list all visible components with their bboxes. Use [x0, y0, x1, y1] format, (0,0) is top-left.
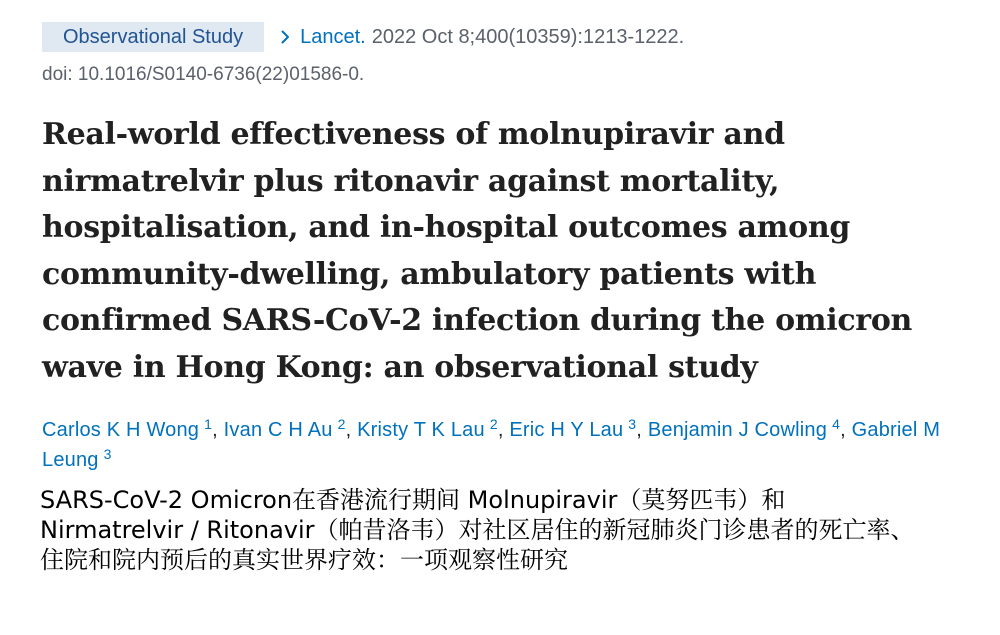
title-line: nirmatrelvir plus ritonavir against mortality, — [42, 163, 780, 199]
chevron-right-icon[interactable] — [281, 30, 290, 44]
citation-bar — [42, 22, 684, 52]
author-link[interactable]: Gabriel M Leung — [42, 419, 941, 471]
author-link[interactable]: Eric H Y Lau — [509, 419, 624, 441]
author-link[interactable]: Carlos K H Wong — [42, 419, 200, 441]
translation-line: 住院和院内预后的真实世界疗效：一项观察性研究 — [40, 546, 568, 574]
translation-line: SARS-CoV-2 Omicron在香港流行期间 Molnupiravir（莫努匹韦）和 — [40, 486, 786, 514]
affiliation-link[interactable]: 4 — [832, 416, 841, 432]
author-separator: , — [345, 419, 352, 441]
title-line: Real-world effectiveness of molnupiravir and — [42, 117, 785, 152]
authors-list — [42, 415, 942, 475]
author-entry — [509, 416, 643, 441]
author-separator: , — [497, 419, 504, 441]
author-separator: , — [212, 419, 218, 441]
author-separator: , — [636, 419, 643, 441]
journal-link[interactable]: Lancet. — [300, 25, 366, 48]
article-title — [42, 112, 912, 392]
chinese-translation — [40, 485, 915, 575]
affiliation-link[interactable]: 2 — [337, 416, 346, 432]
author-link[interactable]: Ivan C H Au — [223, 419, 333, 441]
title-line: confirmed SARS-CoV-2 infection during the omicron — [42, 303, 913, 339]
translation-line: Nirmatrelvir / Ritonavir（帕昔洛韦）对社区居住的新冠肺炎门诊患者的死亡率、 — [40, 516, 915, 544]
author-entry — [357, 416, 504, 441]
author-entry — [223, 416, 352, 441]
doi-text: doi: 10.1016/S0140-6736(22)01586-0. — [42, 64, 365, 85]
affiliation-link[interactable]: 3 — [628, 416, 637, 432]
title-line: hospitalisation, and in-hospital outcomes among — [42, 210, 851, 246]
article-type-badge: Observational Study — [42, 22, 264, 52]
affiliation-link[interactable]: 3 — [103, 446, 112, 462]
affiliation-link[interactable]: 2 — [489, 416, 498, 432]
author-entry — [647, 416, 846, 441]
affiliation-link[interactable]: 1 — [204, 416, 213, 432]
citation-details: 2022 Oct 8;400(10359):1213-1222. — [371, 25, 685, 48]
author-link[interactable]: Kristy T K Lau — [357, 419, 485, 441]
journal-button[interactable] — [281, 26, 366, 49]
title-line: community-dwelling, ambulatory patients with — [42, 256, 817, 292]
author-entry — [42, 416, 218, 441]
author-link[interactable]: Benjamin J Cowling — [647, 419, 828, 441]
title-line: wave in Hong Kong: an observational study — [42, 349, 758, 385]
author-separator: , — [840, 419, 846, 441]
